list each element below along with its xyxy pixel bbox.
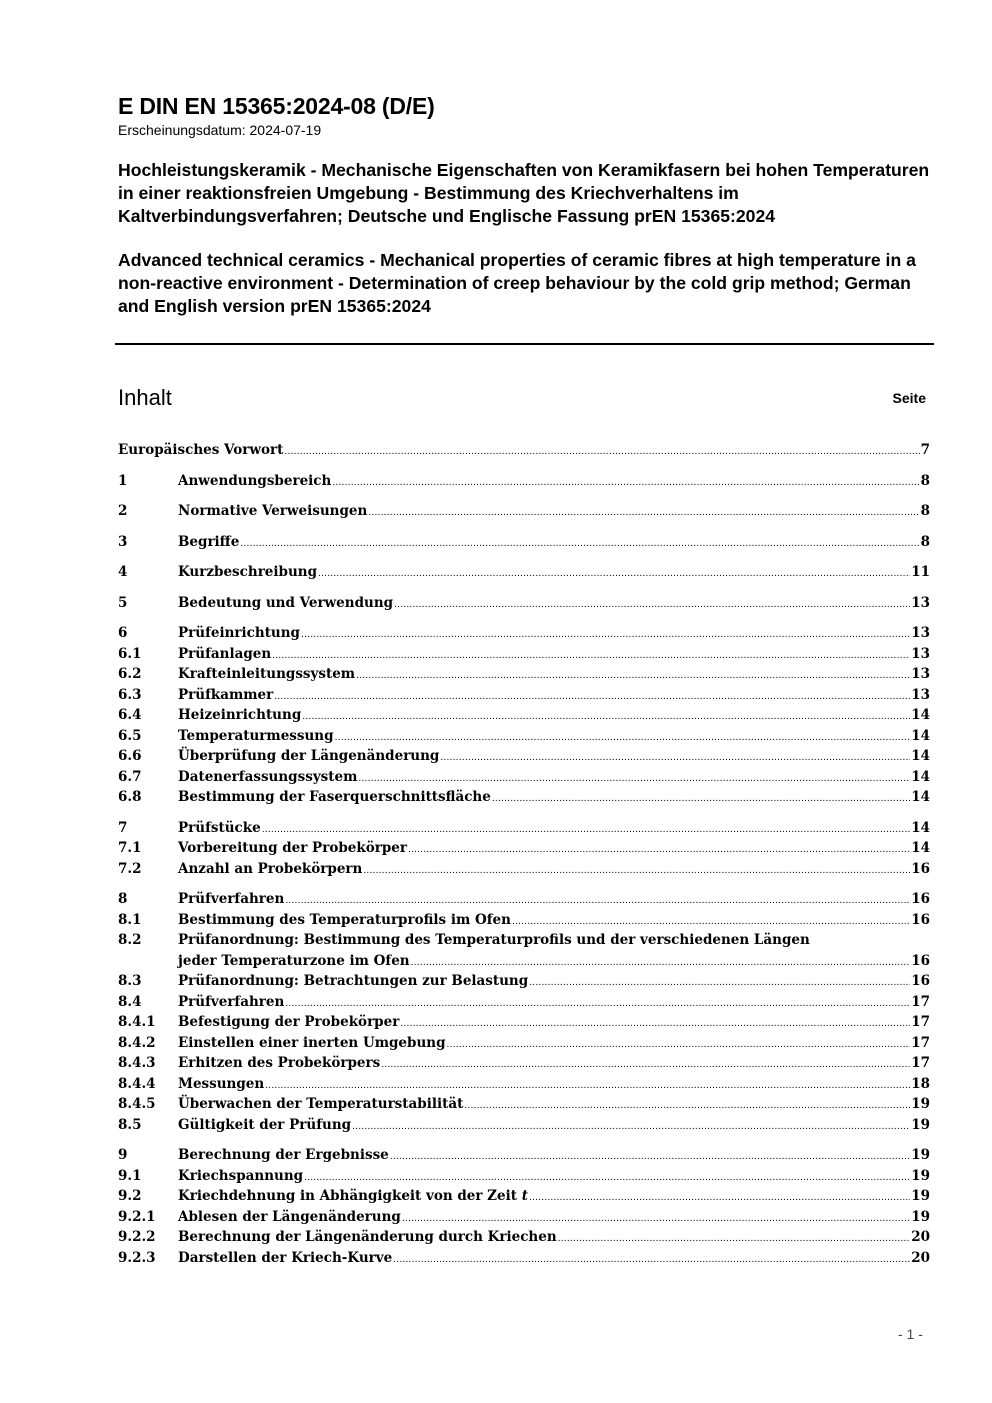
toc-entry-title: Krafteinleitungssystem — [178, 666, 356, 682]
toc-leader-dots — [393, 1250, 910, 1271]
toc-entry-number: 6.4 — [118, 707, 142, 723]
toc-entry-title: Bestimmung der Faserquerschnittsfläche — [178, 789, 491, 805]
toc-leader-dots — [285, 994, 910, 1015]
toc-entry-number: 9.2.1 — [118, 1208, 156, 1225]
toc-entry-page: 8 — [920, 533, 930, 550]
toc-entry-title: Temperaturmessung — [178, 727, 334, 744]
toc-entry-number: 6.7 — [118, 768, 142, 785]
toc-entry-page: 13 — [911, 666, 930, 682]
toc-entry-page: 7 — [920, 442, 930, 458]
toc-entry-number: 8.5 — [118, 1116, 142, 1133]
toc-leader-dots — [390, 1147, 910, 1168]
toc-leader-dots — [464, 1096, 910, 1117]
toc-leader-dots — [411, 953, 911, 974]
toc-leader-dots — [529, 1188, 910, 1209]
toc-entry-number: 9.2.3 — [118, 1249, 156, 1266]
toc-leader-dots — [558, 1229, 911, 1250]
toc-entry-number: 8.4 — [118, 993, 142, 1010]
toc-entry-page: 14 — [911, 819, 930, 836]
toc-leader-dots — [402, 1209, 910, 1230]
toc-entry-number: 5 — [118, 594, 128, 611]
toc-entry[interactable] — [118, 1074, 930, 1095]
toc-entry-number: 8.4.2 — [118, 1034, 156, 1051]
toc-entry-number: 6.3 — [118, 686, 142, 703]
title-english: Advanced technical ceramics - Mechanical properties of ceramic fibres at high temperature in a non-reactive environment - Determination of creep behaviour by the cold grip method; German and English version prEN 15365:2024 — [118, 250, 916, 316]
toc-entry-page: 14 — [911, 707, 930, 723]
document-header — [118, 92, 934, 318]
toc-entry-page: 16 — [911, 952, 930, 969]
toc-entry[interactable] — [118, 1166, 930, 1187]
toc-leader-dots — [529, 973, 910, 994]
toc-entry-number: 4 — [118, 564, 128, 580]
toc-leader-dots — [394, 595, 910, 616]
toc-entry-page: 16 — [911, 860, 930, 877]
toc-entry-page: 16 — [911, 973, 930, 989]
toc-entry-title: Gültigkeit der Prüfung — [178, 1116, 352, 1133]
toc-entry[interactable] — [118, 1115, 930, 1136]
toc-entry-title: Bestimmung des Temperaturprofils im Ofen — [178, 911, 511, 928]
toc-entry[interactable] — [118, 623, 930, 644]
toc-entry-title: Darstellen der Kriech-Kurve — [178, 1249, 393, 1266]
toc-entry-number: 2 — [118, 503, 128, 519]
toc-leader-dots — [240, 534, 919, 555]
toc-entry-title: Prüfeinrichtung — [178, 625, 301, 641]
toc-entry[interactable] — [118, 593, 930, 614]
toc-entry-title: Überwachen der Temperaturstabilität — [178, 1096, 464, 1112]
toc-page-label: Seite — [892, 390, 926, 406]
toc-entry-title: Prüfkammer — [178, 686, 274, 703]
toc-entry[interactable] — [118, 471, 930, 492]
toc-entry[interactable] — [118, 859, 930, 880]
toc-entry-title: Einstellen einer inerten Umgebung — [178, 1034, 446, 1051]
publication-date: Erscheinungsdatum: 2024-07-19 — [118, 122, 322, 138]
toc-entry-page: 19 — [911, 1208, 930, 1225]
toc-leader-dots — [262, 820, 911, 841]
toc-entry-number: 8.4.5 — [118, 1096, 156, 1112]
toc-leader-dots — [332, 473, 919, 494]
toc-entry[interactable] — [118, 1053, 930, 1074]
toc-entry-page: 17 — [911, 993, 930, 1010]
toc-entry[interactable] — [118, 1248, 930, 1269]
toc-entry[interactable] — [118, 1033, 930, 1054]
toc-entry-page: 14 — [911, 768, 930, 785]
toc-entry-number: 1 — [118, 472, 128, 489]
toc-entry-title: Erhitzen des Probekörpers — [178, 1055, 381, 1071]
toc-entry-title: jeder Temperaturzone im Ofen — [178, 952, 410, 969]
toc-entry-number: 7.1 — [118, 840, 142, 856]
toc-entry-number: 9.2.2 — [118, 1229, 156, 1245]
toc-entry-title: Überprüfung der Längenänderung — [178, 748, 440, 764]
toc-entry[interactable] — [118, 562, 930, 583]
toc-entry[interactable] — [118, 767, 930, 788]
toc-leader-dots — [440, 748, 910, 769]
toc-entry-page: 16 — [911, 911, 930, 928]
toc-title: Inhalt — [118, 385, 172, 410]
toc-leader-dots — [265, 1076, 910, 1097]
toc-entry[interactable] — [118, 787, 930, 808]
toc-leader-dots — [335, 728, 911, 749]
toc-leader-dots — [352, 1117, 910, 1138]
toc-leader-dots — [302, 707, 910, 728]
toc-entry[interactable] — [118, 910, 930, 931]
table-of-contents — [118, 440, 930, 1268]
toc-entry-page: 8 — [920, 472, 930, 489]
toc-entry-page: 19 — [911, 1096, 930, 1112]
toc-entry[interactable] — [118, 1227, 930, 1248]
toc-entry[interactable] — [118, 971, 930, 992]
toc-entry-title: Prüfverfahren — [178, 891, 285, 907]
toc-entry-title: Messungen — [178, 1075, 265, 1092]
toc-entry-page: 13 — [911, 686, 930, 703]
toc-entry-number: 6 — [118, 625, 128, 641]
header-divider — [115, 343, 934, 345]
toc-entry[interactable] — [118, 1207, 930, 1228]
toc-entry[interactable] — [118, 1145, 930, 1166]
toc-entry[interactable] — [118, 685, 930, 706]
toc-leader-dots — [363, 861, 910, 882]
toc-entry[interactable] — [118, 818, 930, 839]
toc-entry-number: 8.3 — [118, 973, 142, 989]
toc-entry-number: 9.1 — [118, 1167, 142, 1184]
toc-entry-title: Kriechspannung — [178, 1167, 304, 1184]
toc-entry-page: 14 — [911, 789, 930, 805]
toc-entry-title: Anwendungsbereich — [178, 472, 332, 489]
toc-entry[interactable] — [118, 930, 930, 971]
toc-leader-dots — [492, 789, 910, 810]
toc-entry-title: Begriffe — [178, 533, 240, 550]
toc-entry-page: 19 — [911, 1116, 930, 1133]
toc-entry-number: 8 — [118, 891, 128, 907]
toc-leader-dots — [285, 891, 910, 912]
toc-entry-page: 14 — [911, 748, 930, 764]
toc-entry-number: 6.6 — [118, 748, 142, 764]
toc-entry-page: 16 — [911, 891, 930, 907]
toc-entry-title: Berechnung der Ergebnisse — [178, 1147, 389, 1163]
toc-entry-page: 20 — [911, 1249, 930, 1266]
toc-entry-number: 8.4.1 — [118, 1014, 156, 1030]
toc-entry-number: 8.4.3 — [118, 1055, 156, 1071]
toc-entry-page: 18 — [911, 1075, 930, 1092]
page-number: - 1 - — [898, 1326, 923, 1342]
toc-entry-page: 19 — [911, 1147, 930, 1163]
toc-entry-title: Ablesen der Längenänderung — [178, 1208, 401, 1225]
toc-entry-page: 8 — [920, 503, 930, 519]
toc-entry-title: Prüfverfahren — [178, 993, 285, 1010]
toc-entry-page: 19 — [911, 1167, 930, 1184]
toc-heading — [118, 383, 926, 413]
toc-leader-dots — [381, 1055, 910, 1076]
toc-entry-number: 8.1 — [118, 911, 142, 928]
toc-leader-dots — [408, 840, 910, 861]
toc-entry-number: 8.2 — [118, 932, 142, 948]
toc-entry-title: Berechnung der Längenänderung durch Kriechen — [178, 1229, 557, 1245]
toc-entry-page: 19 — [911, 1188, 930, 1204]
toc-entry[interactable] — [118, 705, 930, 726]
toc-entry[interactable] — [118, 644, 930, 665]
toc-entry[interactable] — [118, 1094, 930, 1115]
toc-entry-page: 14 — [911, 727, 930, 744]
toc-entry[interactable] — [118, 1012, 930, 1033]
toc-entry[interactable] — [118, 1186, 930, 1207]
toc-leader-dots — [284, 442, 919, 463]
toc-entry-number: 8.4.4 — [118, 1075, 156, 1092]
time-variable: t — [521, 1188, 528, 1204]
toc-entry-number: 7 — [118, 819, 128, 836]
toc-entry-number: 9 — [118, 1147, 128, 1163]
toc-entry[interactable] — [118, 501, 930, 522]
toc-leader-dots — [358, 769, 910, 790]
toc-entry-title: Prüfanordnung: Betrachtungen zur Belastung — [178, 973, 529, 989]
toc-entry-title: Befestigung der Probekörper — [178, 1014, 400, 1030]
toc-entry-title: Vorbereitung der Probekörper — [178, 840, 407, 856]
toc-entry-title: Europäisches Vorwort — [118, 442, 284, 458]
toc-entry-title: Normative Verweisungen — [178, 503, 368, 519]
toc-entry[interactable] — [118, 889, 930, 910]
toc-leader-dots — [272, 646, 910, 667]
toc-leader-dots — [301, 625, 910, 646]
toc-leader-dots — [512, 912, 910, 933]
toc-entry-page: 20 — [911, 1229, 930, 1245]
toc-entry-page: 17 — [911, 1034, 930, 1051]
toc-leader-dots — [368, 503, 919, 524]
toc-leader-dots — [304, 1168, 910, 1189]
toc-entry-page: 17 — [911, 1014, 930, 1030]
toc-entry-page: 17 — [911, 1055, 930, 1071]
toc-entry-number: 6.2 — [118, 666, 142, 682]
toc-leader-dots — [356, 666, 910, 687]
toc-entry-number: 6.5 — [118, 727, 142, 744]
toc-entry-number: 3 — [118, 533, 128, 550]
toc-entry-title: Bedeutung und Verwendung — [178, 594, 394, 611]
toc-entry-title-line1: Prüfanordnung: Bestimmung des Temperaturprofils und der verschiedenen Längen — [178, 932, 810, 948]
toc-entry-page: 13 — [911, 625, 930, 641]
toc-entry-number: 9.2 — [118, 1188, 142, 1204]
toc-entry[interactable] — [118, 992, 930, 1013]
toc-entry[interactable] — [118, 838, 930, 859]
toc-entry[interactable] — [118, 440, 930, 461]
toc-leader-dots — [447, 1035, 911, 1056]
toc-leader-dots — [318, 564, 910, 585]
toc-entry-title-text: Kriechdehnung in Abhängigkeit von der Zeit — [178, 1188, 517, 1204]
toc-entry-title: Anzahl an Probekörpern — [178, 860, 363, 877]
toc-entry-number: 6.8 — [118, 789, 142, 805]
toc-entry-title: Kurzbeschreibung — [178, 564, 318, 580]
title-german: Hochleistungskeramik - Mechanische Eigenschaften von Keramikfasern bei hohen Temperaturen in einer reaktionsfreien Umgebung - Bestimmung des Kriechverhaltens im Kaltverbindungsverfahren; Deutsche und Englische Fassung prEN 15365:2024 — [118, 160, 930, 226]
toc-entry[interactable] — [118, 726, 930, 747]
toc-leader-dots — [400, 1014, 910, 1035]
toc-entry-page: 11 — [911, 564, 930, 580]
toc-entry-page: 14 — [911, 840, 930, 856]
toc-entry-number: 6.1 — [118, 645, 142, 662]
toc-entry-title: Datenerfassungssystem — [178, 768, 358, 785]
toc-entry-page: 13 — [911, 594, 930, 611]
document-id: E DIN EN 15365:2024-08 (D/E) — [118, 93, 435, 119]
toc-entry-title: Heizeinrichtung — [178, 707, 302, 723]
toc-entry[interactable] — [118, 664, 930, 685]
toc-entry-page: 13 — [911, 645, 930, 662]
toc-entry[interactable] — [118, 532, 930, 553]
toc-leader-dots — [274, 687, 910, 708]
toc-entry-title: Prüfanlagen — [178, 645, 272, 662]
toc-entry-title: Prüfstücke — [178, 819, 261, 836]
toc-entry[interactable] — [118, 746, 930, 767]
toc-entry-title — [178, 1186, 528, 1207]
toc-entry-number: 7.2 — [118, 860, 142, 877]
